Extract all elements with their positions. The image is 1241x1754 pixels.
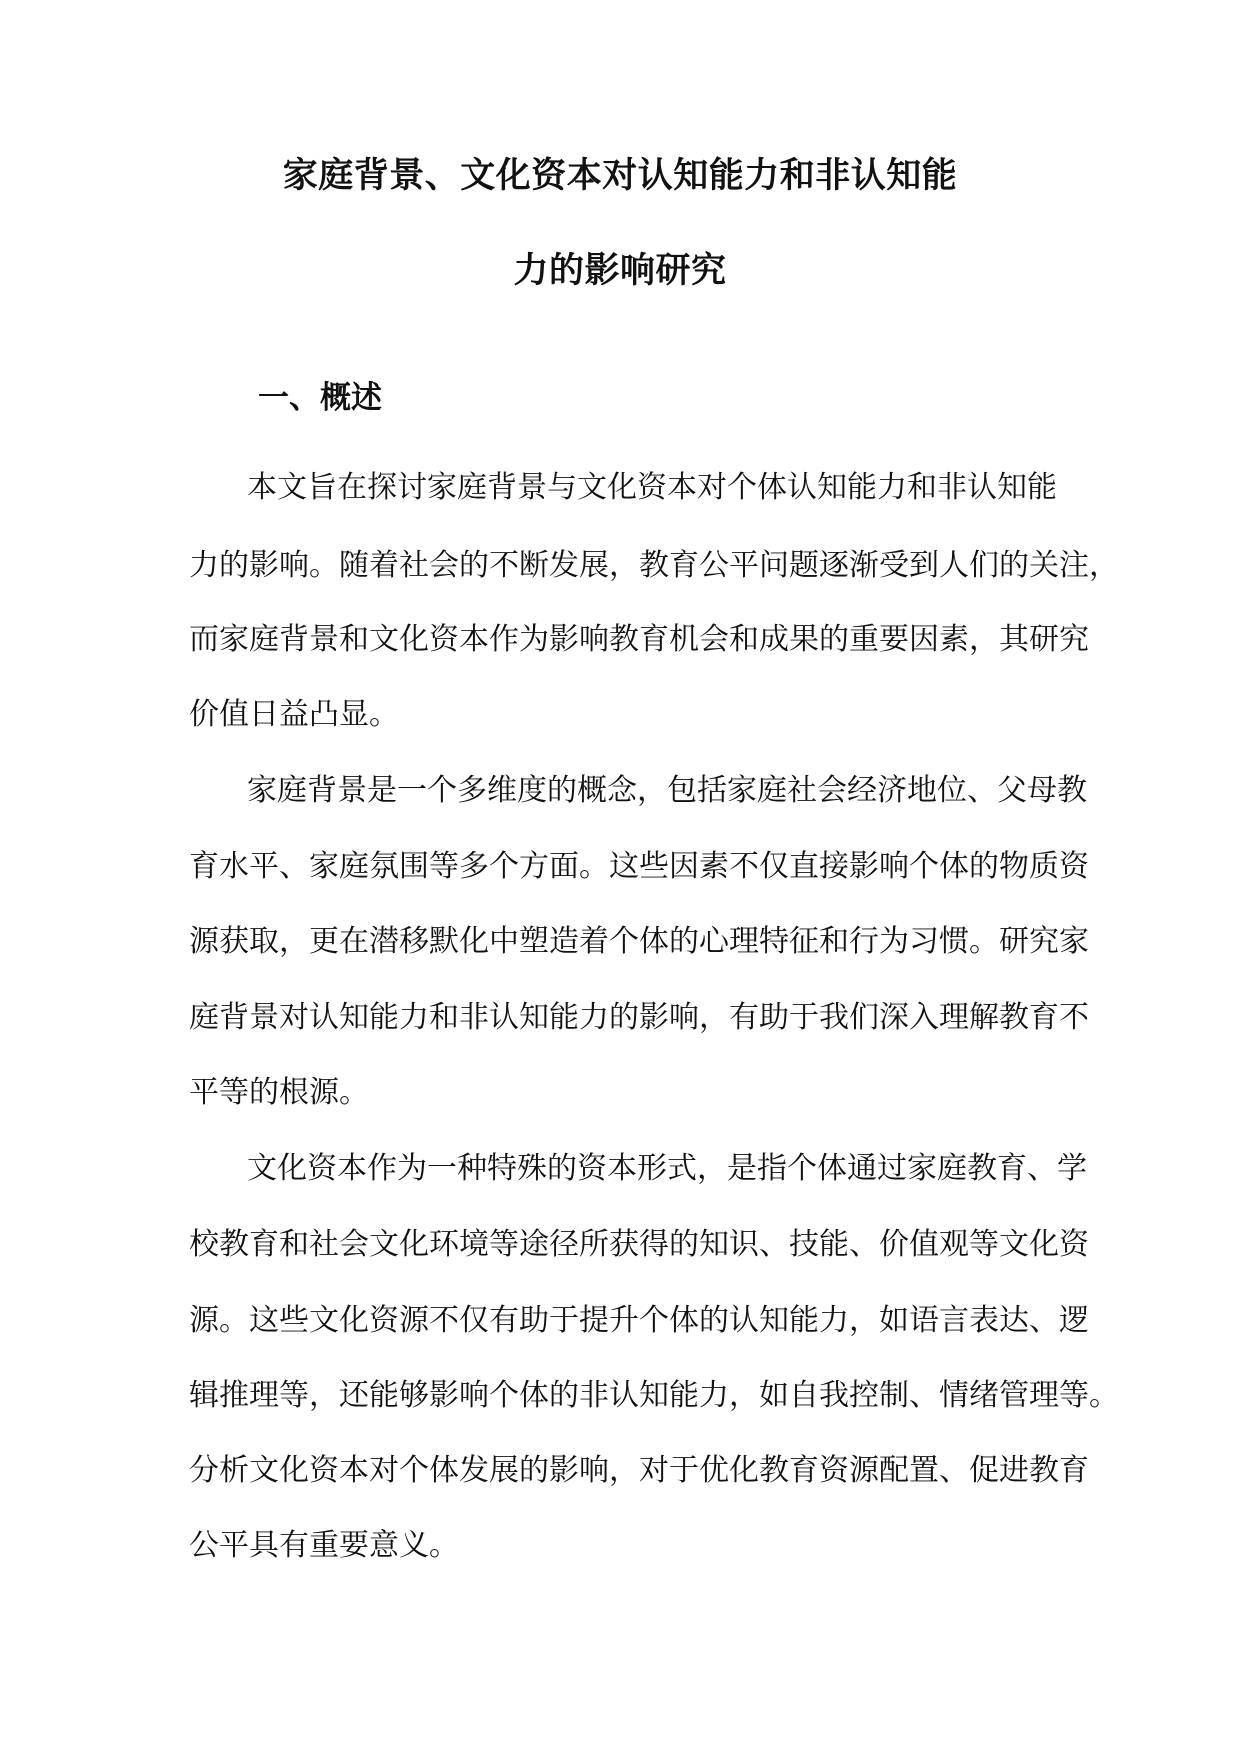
paragraph-1-line-1: 本文旨在探讨家庭背景与文化资本对个体认知能力和非认知能 — [247, 470, 1057, 505]
paragraph-3-line-2: 校教育和社会文化环境等途径所获得的知识、技能、价值观等文化资 — [189, 1227, 1089, 1262]
paragraph-1-line-2: 力的影响。随着社会的不断发展，教育公平问题逐渐受到人们的关注， — [189, 548, 1119, 583]
paragraph-3-line-6: 公平具有重要意义。 — [189, 1528, 459, 1563]
paragraph-3-line-4: 辑推理等，还能够影响个体的非认知能力，如自我控制、情绪管理等。 — [189, 1378, 1119, 1413]
document-title-line-2: 力的影响研究 — [513, 250, 727, 291]
paragraph-1-line-3: 而家庭背景和文化资本作为影响教育机会和成果的重要因素，其研究 — [189, 622, 1089, 657]
paragraph-2-line-3: 源获取，更在潜移默化中塑造着个体的心理特征和行为习惯。研究家 — [189, 924, 1089, 959]
paragraph-1-line-4: 价值日益凸显。 — [189, 697, 399, 732]
document-title-line-1: 家庭背景、文化资本对认知能力和非认知能 — [282, 155, 958, 196]
section-heading: 一、概述 — [258, 380, 382, 416]
paragraph-3-line-5: 分析文化资本对个体发展的影响，对于优化教育资源配置、促进教育 — [189, 1453, 1089, 1488]
paragraph-2-line-2: 育水平、家庭氛围等多个方面。这些因素不仅直接影响个体的物质资 — [189, 849, 1089, 884]
paragraph-2-line-4: 庭背景对认知能力和非认知能力的影响，有助于我们深入理解教育不 — [189, 1000, 1089, 1035]
paragraph-2-line-5: 平等的根源。 — [189, 1075, 369, 1110]
paragraph-2-line-1: 家庭背景是一个多维度的概念，包括家庭社会经济地位、父母教 — [247, 773, 1087, 808]
paragraph-3-line-3: 源。这些文化资源不仅有助于提升个体的认知能力，如语言表达、逻 — [189, 1303, 1089, 1338]
paragraph-3-line-1: 文化资本作为一种特殊的资本形式，是指个体通过家庭教育、学 — [247, 1151, 1087, 1186]
